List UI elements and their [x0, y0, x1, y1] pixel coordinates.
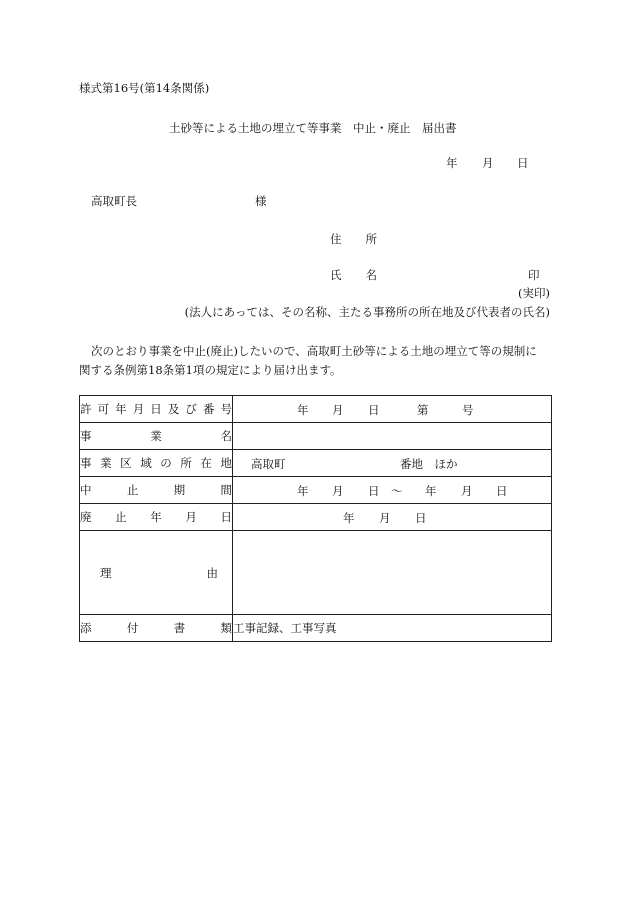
body-text-line-2: 関する条例第18条第1項の規定により届け出ます。: [79, 363, 342, 377]
suspension-period-row: [80, 477, 552, 504]
location-town: 高取町: [251, 457, 286, 471]
body-text-line-1: 次のとおり事業を中止(廃止)したいので、高取町土砂等による土地の埋立て等の規制に: [91, 344, 537, 358]
addressee-honorific: 様: [255, 194, 267, 208]
business-name-value[interactable]: [233, 423, 552, 450]
seal-mark: 印: [528, 268, 540, 282]
abolition-date-value[interactable]: 年 月 日: [233, 504, 552, 531]
date-month-label: 月: [482, 156, 494, 170]
business-name-row: [80, 423, 552, 450]
date-day-label: 日: [517, 156, 529, 170]
abolition-date-row: [80, 504, 552, 531]
permit-row: [80, 396, 552, 423]
notification-table: [79, 395, 552, 642]
permit-value[interactable]: 年 月 日 第 号: [233, 396, 552, 423]
corporate-note: (法人にあっては、その名称、主たる事務所の所在地及び代表者の氏名): [184, 305, 550, 319]
suspension-period-label: 中 止 期 間: [80, 477, 233, 504]
form-number: 様式第16号(第14条関係): [79, 81, 210, 95]
location-label: 事 業 区 域 の 所 在 地: [80, 450, 233, 477]
reason-value[interactable]: [233, 531, 552, 615]
permit-label: 許 可 年 月 日 及 び 番 号: [80, 396, 233, 423]
name-label: 氏 名: [330, 268, 377, 282]
location-row: [80, 450, 552, 477]
addressee-name: 高取町長: [91, 194, 137, 208]
suspension-period-value[interactable]: 年 月 日 ～ 年 月 日: [233, 477, 552, 504]
location-value[interactable]: [233, 450, 552, 477]
document-title: 土砂等による土地の埋立て等事業 中止・廃止 届出書: [169, 121, 457, 135]
reason-row: [80, 531, 552, 615]
reason-label: 理 由: [80, 531, 233, 615]
date-year-label: 年: [446, 156, 458, 170]
abolition-date-label: 廃 止 年 月 日: [80, 504, 233, 531]
attachments-row: [80, 615, 552, 642]
seal-note: (実印): [518, 286, 550, 300]
attachments-label: 添 付 書 類: [80, 615, 233, 642]
business-name-label: 事 業 名: [80, 423, 233, 450]
location-banchi: 番地 ほか: [400, 457, 458, 471]
address-label: 住 所: [330, 232, 377, 246]
attachments-value[interactable]: 工事記録、工事写真: [233, 615, 552, 642]
